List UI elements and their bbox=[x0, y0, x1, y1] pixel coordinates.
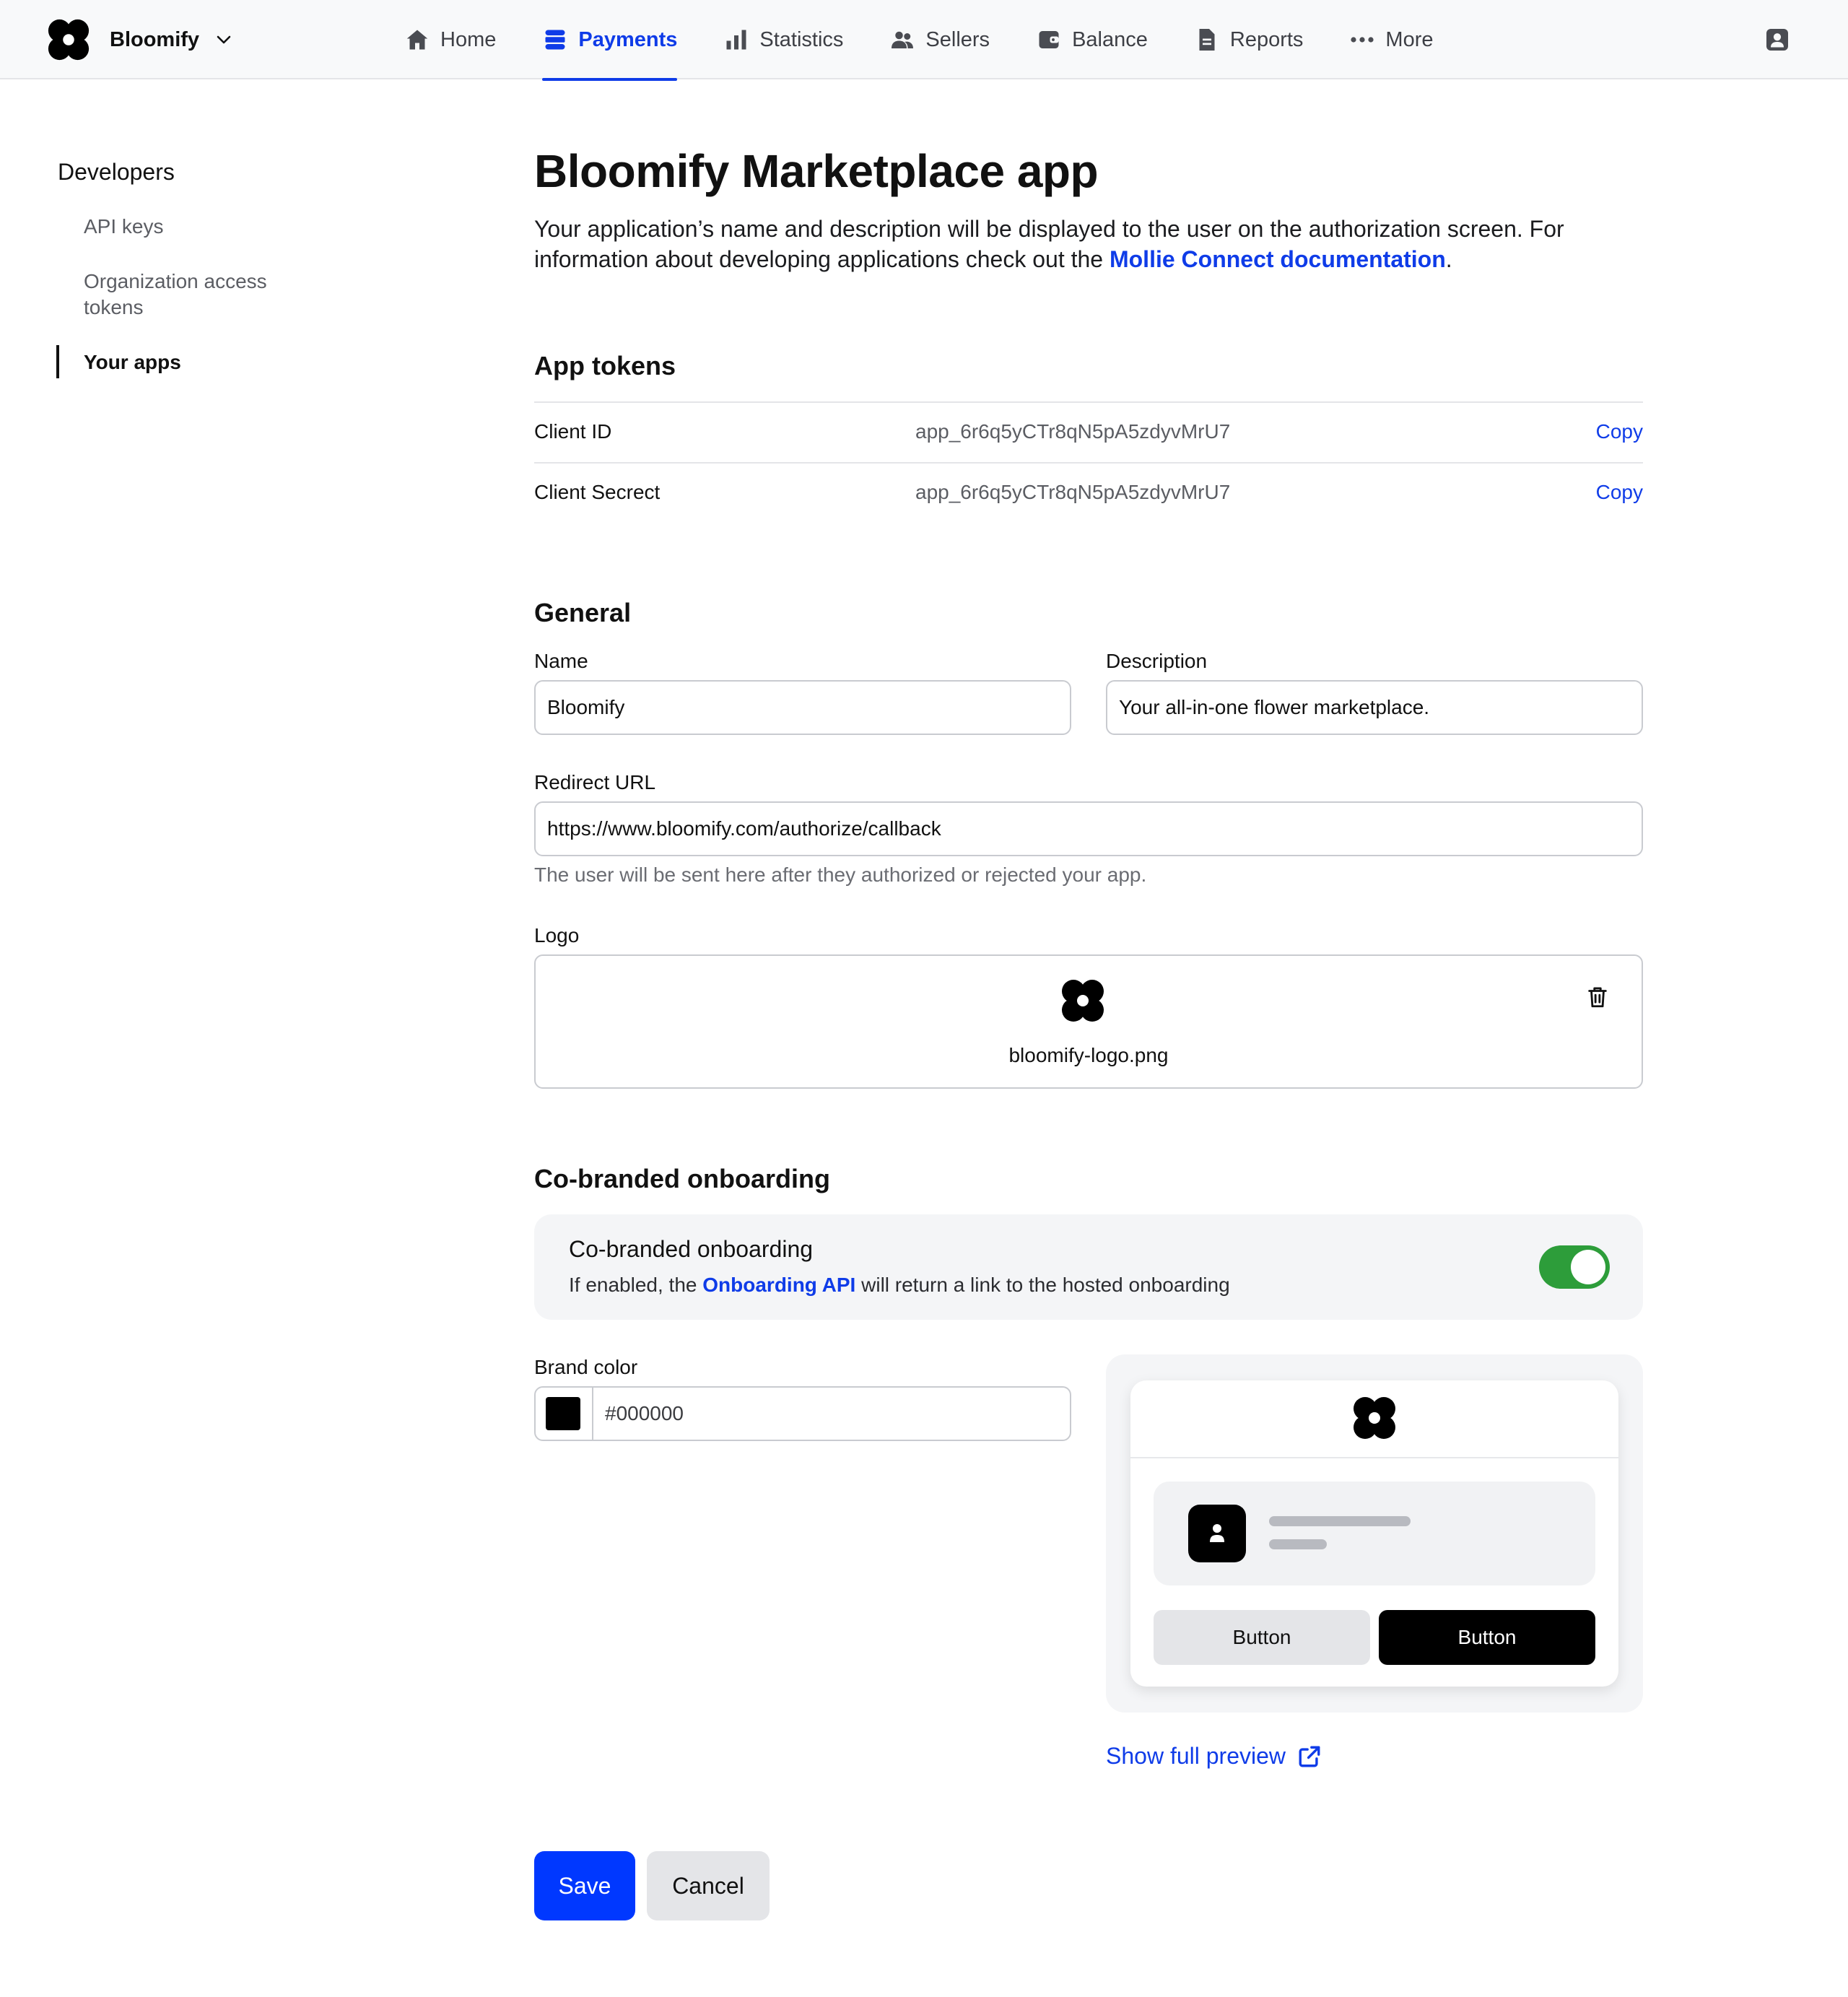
desc-before: If enabled, the bbox=[569, 1274, 703, 1296]
chevron-down-icon bbox=[215, 31, 232, 48]
onboarding-api-link[interactable]: Onboarding API bbox=[702, 1274, 856, 1296]
nav-reports-label: Reports bbox=[1229, 27, 1304, 51]
bloomify-logo-icon bbox=[46, 17, 91, 62]
logo-upload[interactable] bbox=[534, 954, 1643, 1089]
client-id-value: app_6r6q5yCTr8qN5pA5zdyvMrU7 bbox=[915, 420, 1231, 443]
trash-icon[interactable] bbox=[1585, 985, 1610, 1009]
payments-icon bbox=[542, 27, 568, 53]
description-label: Description bbox=[1106, 650, 1208, 672]
brand-color-input[interactable] bbox=[534, 1386, 1071, 1441]
description-input[interactable] bbox=[1106, 680, 1643, 735]
user-icon bbox=[1188, 1505, 1246, 1562]
nav-statistics-label: Statistics bbox=[759, 27, 844, 51]
preview-primary-button: Button bbox=[1379, 1610, 1595, 1665]
redirect-url-input[interactable] bbox=[534, 801, 1643, 856]
cobranded-toggle-card bbox=[534, 1214, 1643, 1320]
cobranded-toggle[interactable] bbox=[1539, 1245, 1610, 1289]
reports-icon bbox=[1194, 27, 1220, 53]
cobranded-card-description bbox=[569, 1274, 1230, 1297]
organization-switcher[interactable] bbox=[46, 17, 232, 62]
divider bbox=[534, 462, 1643, 464]
nav-balance[interactable] bbox=[1036, 0, 1148, 79]
sidebar-active-indicator bbox=[56, 345, 59, 378]
sidebar-item-api-keys[interactable]: API keys bbox=[84, 215, 164, 238]
nav-balance-label: Balance bbox=[1072, 27, 1148, 51]
bloomify-logo-icon bbox=[1060, 978, 1106, 1024]
page-intro bbox=[534, 214, 1646, 274]
organization-name: Bloomify bbox=[110, 27, 200, 51]
preview-secondary-button: Button bbox=[1154, 1610, 1370, 1665]
divider bbox=[534, 401, 1643, 403]
nav-home-label: Home bbox=[440, 27, 497, 51]
logo-label: Logo bbox=[534, 924, 580, 947]
logo-filename: bloomify-logo.png bbox=[1008, 1044, 1169, 1066]
name-input[interactable] bbox=[534, 680, 1071, 735]
intro-text: Your application’s name and description will be displayed to the user on the authorization screen. For information about developing applications check out the bbox=[534, 216, 1564, 272]
client-secret-value: app_6r6q5yCTr8qN5pA5zdyvMrU7 bbox=[915, 481, 1231, 503]
general-heading: General bbox=[534, 598, 632, 627]
placeholder-line bbox=[1269, 1516, 1411, 1526]
nav-payments[interactable] bbox=[542, 0, 677, 79]
redirect-url-label: Redirect URL bbox=[534, 771, 656, 793]
page-title: Bloomify Marketplace app bbox=[534, 145, 1099, 197]
client-secret-label: Client Secrect bbox=[534, 481, 661, 503]
home-icon bbox=[404, 27, 430, 53]
sidebar-item-organization-access-tokens[interactable]: Organization access tokens bbox=[84, 270, 267, 318]
sidebar-item-your-apps[interactable]: Your apps bbox=[84, 351, 181, 373]
cobranded-heading: Co-branded onboarding bbox=[534, 1164, 830, 1193]
preview-avatar bbox=[1188, 1505, 1246, 1562]
nav-reports[interactable] bbox=[1194, 0, 1304, 79]
copy-client-secret-button[interactable]: Copy bbox=[1595, 481, 1643, 503]
desc-after: will return a link to the hosted onboarding bbox=[855, 1274, 1230, 1296]
redirect-url-help: The user will be sent here after they authorized or rejected your app. bbox=[534, 863, 1147, 886]
nav-sellers[interactable] bbox=[889, 0, 990, 79]
more-icon bbox=[1349, 27, 1375, 53]
statistics-icon bbox=[723, 27, 749, 53]
cancel-button[interactable]: Cancel bbox=[647, 1851, 770, 1920]
bloomify-logo-icon bbox=[1351, 1395, 1398, 1441]
nav-payments-label: Payments bbox=[578, 27, 678, 51]
intro-end: . bbox=[1445, 246, 1452, 272]
main-nav bbox=[404, 0, 1480, 79]
color-swatch bbox=[546, 1397, 580, 1430]
preview-header bbox=[1130, 1380, 1618, 1458]
nav-more[interactable] bbox=[1349, 0, 1433, 79]
sidebar-title: Developers bbox=[58, 159, 175, 185]
show-full-preview-label: Show full preview bbox=[1106, 1743, 1286, 1769]
color-swatch-cell[interactable] bbox=[536, 1388, 593, 1440]
copy-client-id-button[interactable]: Copy bbox=[1595, 420, 1643, 443]
onboarding-preview bbox=[1106, 1354, 1643, 1713]
client-id-label: Client ID bbox=[534, 420, 612, 443]
name-label: Name bbox=[534, 650, 588, 672]
save-button[interactable]: Save bbox=[534, 1851, 635, 1920]
app-tokens-heading: App tokens bbox=[534, 351, 676, 380]
balance-icon bbox=[1036, 27, 1062, 53]
show-full-preview-link[interactable] bbox=[1106, 1743, 1322, 1770]
brand-color-value: #000000 bbox=[605, 1402, 684, 1424]
toggle-knob bbox=[1571, 1250, 1605, 1284]
nav-home[interactable] bbox=[404, 0, 496, 79]
preview-card bbox=[1130, 1380, 1618, 1687]
external-link-icon bbox=[1297, 1744, 1322, 1769]
mollie-connect-documentation-link[interactable]: Mollie Connect documentation bbox=[1109, 246, 1446, 272]
brand-color-label: Brand color bbox=[534, 1356, 638, 1378]
cobranded-card-title: Co-branded onboarding bbox=[569, 1236, 814, 1262]
account-icon[interactable] bbox=[1764, 27, 1790, 53]
nav-sellers-label: Sellers bbox=[925, 27, 990, 51]
nav-more-label: More bbox=[1385, 27, 1434, 51]
preview-placeholder-row bbox=[1154, 1482, 1595, 1585]
nav-statistics[interactable] bbox=[723, 0, 843, 79]
placeholder-line bbox=[1269, 1539, 1327, 1549]
top-navigation-bar bbox=[0, 0, 1848, 79]
sellers-icon bbox=[889, 27, 915, 53]
